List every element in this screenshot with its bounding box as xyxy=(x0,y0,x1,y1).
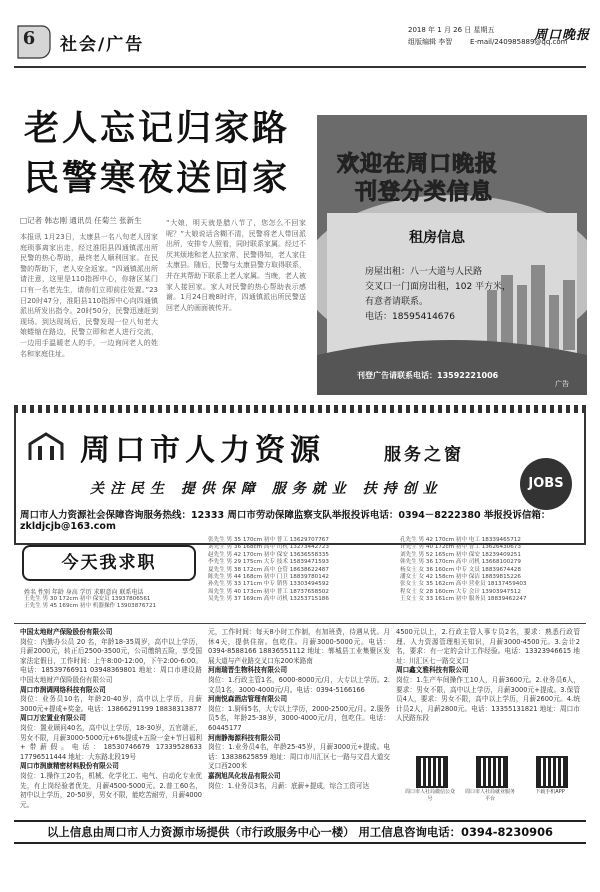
job-table-column-2 xyxy=(208,537,393,604)
table-row: 王女士 女 33 161cm 初中 服务员 18839462247 xyxy=(400,596,527,603)
list-item xyxy=(208,734,390,772)
company-name: 河南悦森酒店管理有限公司 xyxy=(208,695,288,704)
table-row: 赵先生 男 42 170cm 初中 保安 13636558335 xyxy=(208,551,329,558)
list-item xyxy=(20,714,202,762)
classified-ad-box xyxy=(317,115,587,395)
section-title: 社会/广告 xyxy=(60,35,145,55)
list-item xyxy=(208,695,390,733)
editors: 组版编辑 李智 xyxy=(408,38,453,46)
listings-column-3 xyxy=(396,628,580,748)
ad-contact-footer: 刊登广告请联系电话：13592221006 xyxy=(357,371,499,380)
table-row: 孙先生 男 33 171cm 中专 销售 13303494592 xyxy=(208,581,329,588)
header-divider xyxy=(14,66,586,68)
table-row: 潘女士 女 42 158cm 初中 保洁 18839815226 xyxy=(400,574,521,581)
ad-body-line: 房屋出租：八一大道与人民路 xyxy=(365,267,483,277)
listing-text: 岗位：1.业务员4名，年龄25-45岁，月薪3000元+提成。电话：13838625859 地址：周口市川汇区七一路与文昌大道交叉口西200米 xyxy=(208,743,390,771)
ad-tag: 广告 xyxy=(555,380,569,388)
listing-text: 岗位：1.业务员3名，月薪：底薪+提成，综合工资可达 xyxy=(208,781,370,790)
ad-title-line-1: 欢迎在周口晚报 xyxy=(337,152,499,177)
qr-block-3 xyxy=(524,756,580,795)
company-name: 嘉润旭凤化妆品有限公司 xyxy=(208,771,281,780)
table-row: 孔先生 男 42 170cm 初中 电工 18339465712 xyxy=(400,537,521,543)
ad-body-line: 交叉口一门面房出租，102 平方米， xyxy=(365,282,512,292)
qr-label: 周口市人社局就业服务平台 xyxy=(464,789,515,802)
hr-banner-slogan: 关注民生 提供保障 服务就业 扶持创业 xyxy=(90,481,443,497)
issue-date: 2018 年 1 月 26 日 星期五 xyxy=(408,26,495,34)
article-column-2: “大娘，明天就是腊八节了，您怎么不回家呢？”大娘说话含糊不清，民警将老人带回派出所，安排专人照看，同时联系家属。经过不厌其烦地和老人拉家常，民警得知，老人家住太康县。随后，民警与太康县警方取得联系，并在其帮助下联系上老人家属。当晚，老人被家人接回家。家人对民警的热心帮助表示感谢。1月24日晚8时许，四通镇派出所民警送回老人的画面被传开。 xyxy=(166,219,306,312)
listings-column-2 xyxy=(208,628,390,816)
table-row: 刘先生 男 36 168cm 高中 司机 13273442723 xyxy=(208,544,329,551)
list-item xyxy=(396,628,580,666)
table-row: 韩先生 男 36 170cm 高中 司机 13668100279 xyxy=(400,559,521,566)
table-row: 陈先生 男 44 168cm 初中 门卫 18839780142 xyxy=(208,574,329,581)
ad-body xyxy=(365,265,565,325)
listings-column-1 xyxy=(20,628,202,816)
company-name: 河南静海源科技有限公司 xyxy=(208,733,281,742)
hr-banner-subtitle: 服务之窗 xyxy=(384,445,464,465)
listings-divider xyxy=(14,623,586,624)
qr-label: 下载手机APP xyxy=(535,789,565,795)
table-row: 夏先生 男 38 172cm 高中 仓管 18638622487 xyxy=(208,566,329,573)
ad-subtitle: 租房信息 xyxy=(409,230,465,246)
list-item xyxy=(20,686,202,715)
list-item xyxy=(396,666,580,724)
table-row: 周先生 男 40 173cm 初中 普工 18737658502 xyxy=(208,588,329,595)
job-table-column-1 xyxy=(24,596,199,611)
ad-body-line: 有意者请联系。 xyxy=(365,297,429,307)
qr-code-icon[interactable] xyxy=(416,756,448,788)
email: E-mail/240985889@qq.com xyxy=(470,38,568,46)
job-seeker-logo: 今天我求职 xyxy=(22,545,196,581)
article-byline: □记者 韩志刚 通讯员 任菊兰 张新生 xyxy=(20,216,142,225)
job-table-column-3 xyxy=(400,537,584,604)
jobs-badge: JOBS xyxy=(520,458,572,510)
listing-text: 岗位：1.行政主管1名，6000-8000元/月，大专以上学历。2.文员1名，3000-4000元/月。电话：0394-5166166 xyxy=(208,675,390,694)
list-item xyxy=(20,762,202,810)
hr-logo-icon xyxy=(26,430,66,464)
headline-line-1: 老人忘记归家路 xyxy=(24,108,291,149)
list-item xyxy=(208,772,390,791)
banner-border-pattern xyxy=(14,405,586,413)
company-name: 周口市润康精密材料股份有限公司 xyxy=(20,762,119,771)
headline-line-2: 民警寒夜送回家 xyxy=(24,158,291,199)
company-name: 河南瑞晋生物科技有限公司 xyxy=(208,666,288,675)
pillar-logo-icon xyxy=(26,430,66,464)
qr-code-icon[interactable] xyxy=(476,756,508,788)
listing-text: 4500元以上，2.行政主管人事专员2名，要求：熟悉行政管理、人力资源管理相关知识，月薪3000-4500元。3.会计2名，要求：有一定的会计工作经验。电话：13323946615 地址：川汇区七一路交叉口 xyxy=(396,628,580,665)
listing-text: 岗位：内勤办公员 20 名，年龄18-35周岁，高中以上学历，月薪2000元，转正后2500-3500元，公司缴纳五险，享受国家法定假日，工作时间：上午8:00-12:00，下午2:00-6:00。电话：18539766911 03948369801 地址：周口市建设路中国太地财产保险股份有限公司 xyxy=(20,637,202,684)
page-number: 6 xyxy=(22,28,36,49)
list-item xyxy=(208,628,390,666)
newspaper-logo: 周口晚报 xyxy=(534,28,591,43)
listing-text: 岗位：置业顾问40名，高中以上学历，18-30岁，五官端正，男女不限，月薪3000-5000元+6%提成+五险一金+节日福利+带薪假。电话：18530746679 17339528633 17796511444 地址：大东路北段19号 xyxy=(20,723,202,761)
table-row: 吴先生 男 37 169cm 高中 司机 13253715186 xyxy=(208,596,329,603)
list-item xyxy=(208,666,390,695)
table-row: 许先生 男 40 172cm 初中 普工 13626430673 xyxy=(400,544,521,551)
qr-block-2 xyxy=(464,756,520,802)
table-row: 王先生 男 45 169cm 初中 机器操作 13903876721 xyxy=(24,603,157,610)
list-item xyxy=(20,628,202,686)
company-name: 周口万宏置业有限公司 xyxy=(20,714,86,723)
listing-text: 岗位：1.操作工20名，机械、化学化工、电气、自动化专业优先，有上岗经验者优先，月薪4500-5000元。2.普工60名，初中以上学历，20-50岁，男女不限，能吃苦耐劳，月薪4000元。 xyxy=(20,771,202,809)
article-column-1: 本报讯 1月23日，太康县一名八旬老人因家庭琐事离家出走，经过淮阳县四通镇派出所民警的热心帮助，最终老人顺利回家。在民警的帮助下，老人安全返家。“四通镇派出所请注意，这里是110指挥中心，你辖区某门口有一名老先生，请你们立即前往处置。”23日20时47分，淮阳县110指挥中心向四通镇派出所发出指令。20时50分，民警迅速赶到现场。到达现场后，民警发现一位八旬老大娘蜷缩在路边，民警立即和老人进行交流，一边用手温暖老人的手，一边询问老人的姓名和家庭住址。 xyxy=(20,233,158,358)
company-name: 中国太地财产保险股份有限公司 xyxy=(20,628,113,636)
listing-text: 岗位：1.生产车间操作工10人，月薪3600元。2.业务员6人，要求：男女不限，高中以上学历，月薪3000元+提成。3.保管员4人，要求：男女不限，高中以上学历，月薪2600元。4.统计员2人，月薪2800元。电话：13355131821 地址：周口市人民路东段 xyxy=(396,675,580,723)
qr-code-icon[interactable] xyxy=(536,756,568,788)
job-table-header: 姓名 性别 年龄 身高 学历 求职意向 联系电话 xyxy=(24,589,144,596)
ad-phone: 电话：18595414676 xyxy=(365,312,455,322)
table-row: 杨女士 女 36 160cm 中专 文员 18839674428 xyxy=(400,566,521,573)
qr-block-1 xyxy=(404,756,460,802)
listing-text: 岗位：业务员10名，年龄20-40岁，高中以上学历，月薪3000元+提成+奖金。电话：13866291199 18838313877 xyxy=(20,695,202,713)
table-row: 张女士 女 35 162cm 高中 营业员 18137459403 xyxy=(400,581,527,588)
qr-label: 周口市人社局微信公众号 xyxy=(404,789,455,802)
article-headline xyxy=(24,104,290,204)
company-name: 周口市润调网络科技有限公司 xyxy=(20,685,106,694)
footer-info: 以上信息由周口市人力资源市场提供（市行政服务中心一楼） 用工信息咨询电话：0394-8230906 xyxy=(14,820,586,844)
listing-text: 岗位：1.厨师5名，大专以上学历，2000-2500元/月。2.服务员5名，年龄25-38岁，3000-4000元/月，包吃住。电话：60445177 xyxy=(208,704,390,732)
table-row: 李先生 男 29 175cm 大专 技术 15839471593 xyxy=(208,559,329,566)
table-row: 王先生 男 30 172cm 初中 保安员 13937806561 xyxy=(24,596,151,602)
hr-banner-title: 周口市人力资源 xyxy=(80,433,325,468)
table-row: 程女士 女 28 160cm 大专 会计 13903947512 xyxy=(400,588,521,595)
hr-hotline: 周口市人力资源社会保障咨询服务热线：12333 周口市劳动保障监察支队举报投诉电话：0394－8222380 举报投诉信箱：zkldjcjb@163.com xyxy=(20,510,551,532)
ad-title-line-2: 刊登分类信息 xyxy=(355,180,494,205)
company-name: 周口鑫文雅科技有限公司 xyxy=(396,666,469,675)
listing-text: 元，工作时间：每天8小时工作制，有加班费，待遇从优。月休4天，提供住宿。包吃住。月薪3000-5000元。电话：0394-8588166 18836551112 地址：郸城县工业集聚区发展大道与产业路交叉口东200米路南 xyxy=(208,628,390,665)
page-number-badge xyxy=(14,22,52,62)
table-row: 张先生 男 35 170cm 初中 普工 13629707767 xyxy=(208,537,329,543)
table-row: 刘先生 男 52 165cm 初中 保安 18239409251 xyxy=(400,551,521,558)
